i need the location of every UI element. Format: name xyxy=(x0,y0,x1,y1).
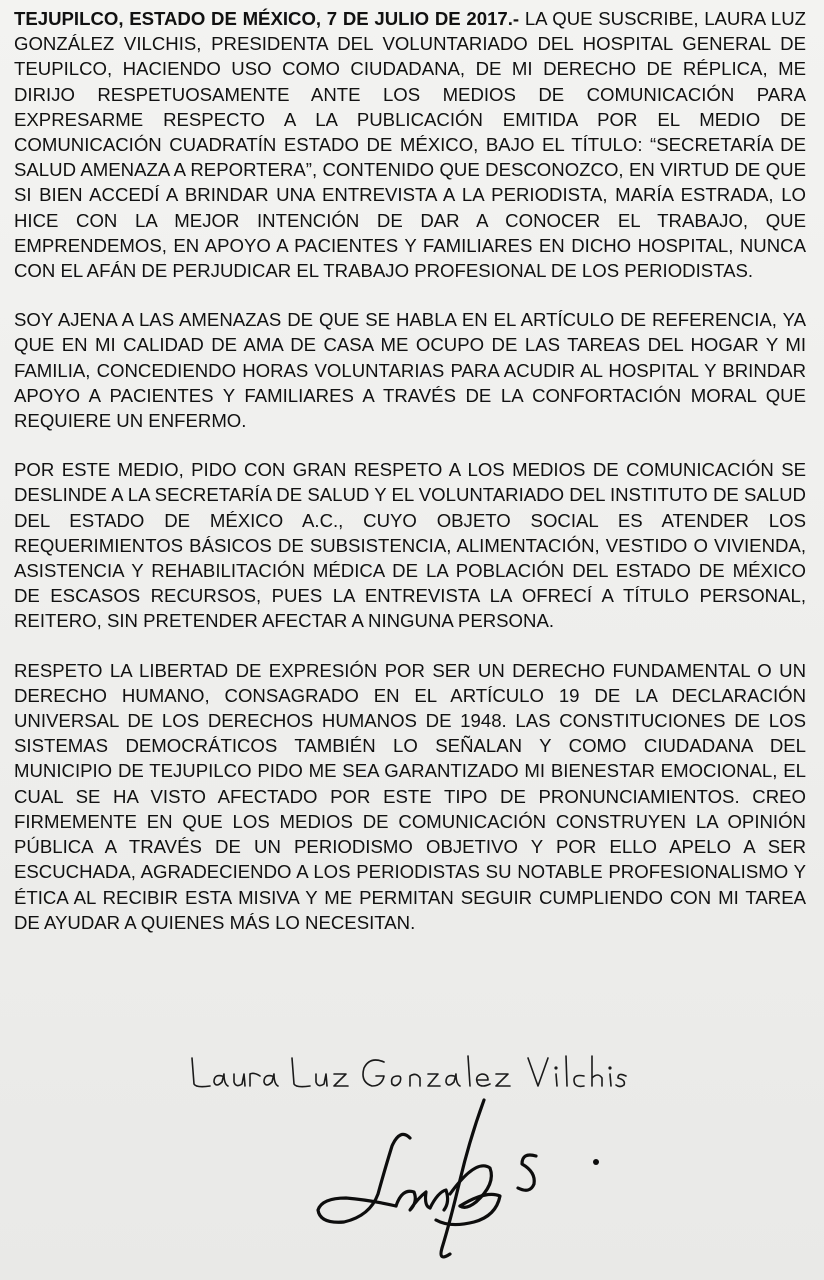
dateline: TEJUPILCO, ESTADO DE MÉXICO, 7 DE JULIO DE 2017.- xyxy=(14,8,520,29)
handwritten-name xyxy=(188,1050,628,1100)
paragraph-4: RESPETO LA LIBERTAD DE EXPRESIÓN POR SER UN DERECHO FUNDAMENTAL O UN DERECHO HUMANO, CONSAGRADO EN EL ARTÍCULO 19 DE LA DECLARACIÓN UNIVERSAL DE LOS DERECHOS HUMANOS DE 1948. LAS CONSTITUCIONES DE LOS SISTEMAS DEMOCRÁTICOS TAMBIÉN LO SEÑALAN Y COMO CIUDADANA DEL MUNICIPIO DE TEJUPILCO PIDO ME SEA GARANTIZADO MI BIENESTAR EMOCIONAL, EL CUAL SE HA VISTO AFECTADO POR ESTE TIPO DE PRONUNCIAMIENTOS. CREO FIRMEMENTE EN QUE LOS MEDIOS DE COMUNICACIÓN CONSTRUYEN LA OPINIÓN PÚBLICA A TRAVÉS DE UN PERIODISMO OBJETIVO Y POR ELLO APELO A SER ESCUCHADA, AGRADECIENDO A LOS PERIODISTAS SU NOTABLE PROFESIONALISMO Y ÉTICA AL RECIBIR ESTA MISIVA Y ME PERMITAN SEGUIR CUMPLIENDO CON MI TAREA DE AYUDAR A QUIENES MÁS LO NECESITAN. xyxy=(14,659,806,933)
paragraph-1 xyxy=(14,6,806,283)
signature xyxy=(300,1098,620,1268)
paragraph-3: POR ESTE MEDIO, PIDO CON GRAN RESPETO A LOS MEDIOS DE COMUNICACIÓN SE DESLINDE A LA SECRETARÍA DE SALUD Y EL VOLUNTARIADO DEL INSTITUTO DE SALUD DEL ESTADO DE MÉXICO A.C., CUYO OBJETO SOCIAL ES ATENDER LOS REQUERIMIENTOS BÁSICOS DE SUBSISTENCIA, ALIMENTACIÓN, VESTIDO O VIVIENDA, ASISTENCIA Y REHABILITACIÓN MÉDICA DE LA POBLACIÓN DEL ESTADO DE MÉXICO DE ESCASOS RECURSOS, PUES LA ENTREVISTA LA OFRECÍ A TÍTULO PERSONAL, REITERO, SIN PRETENDER AFECTAR A NINGUNA PERSONA. xyxy=(14,459,806,632)
letter-body xyxy=(14,6,806,959)
paragraph-2: SOY AJENA A LAS AMENAZAS DE QUE SE HABLA EN EL ARTÍCULO DE REFERENCIA, YA QUE EN MI CALIDAD DE AMA DE CASA ME OCUPO DE LAS TAREAS DEL HOGAR Y MI FAMILIA, CONCEDIENDO HORAS VOLUNTARIAS PARA ACUDIR AL HOSPITAL Y BRINDAR APOYO A PACIENTES Y FAMILIARES A TRAVÉS DE LA CONFORTACIÓN MORAL QUE REQUIERE UN ENFERMO. xyxy=(14,309,806,432)
paragraph-1-text: LA QUE SUSCRIBE, LAURA LUZ GONZÁLEZ VILCHIS, PRESIDENTA DEL VOLUNTARIADO DEL HOSPITAL GENERAL DE TEUPILCO, HACIENDO USO COMO CIUDADANA, DE MI DERECHO DE RÉPLICA, ME DIRIJO RESPETUOSAMENTE ANTE LOS MEDIOS DE COMUNICACIÓN PARA EXPRESARME RESPECTO A LA PUBLICACIÓN EMITIDA POR EL MEDIO DE COMUNICACIÓN CUADRATÍN ESTADO DE MÉXICO, BAJO EL TÍTULO: “SECRETARÍA DE SALUD AMENAZA A REPORTERA”, CONTENIDO QUE DESCONOZCO, EN VIRTUD DE QUE SI BIEN ACCEDÍ A BRINDAR UNA ENTREVISTA A LA PERIODISTA, MARÍA ESTRADA, LO HICE CON LA MEJOR INTENCIÓN DE DAR A CONOCER EL TRABAJO, QUE EMPRENDEMOS, EN APOYO A PACIENTES Y FAMILIARES EN DICHO HOSPITAL, NUNCA CON EL AFÁN DE PERJUDICAR EL TRABAJO PROFESIONAL DE LOS PERIODISTAS. xyxy=(14,8,806,282)
